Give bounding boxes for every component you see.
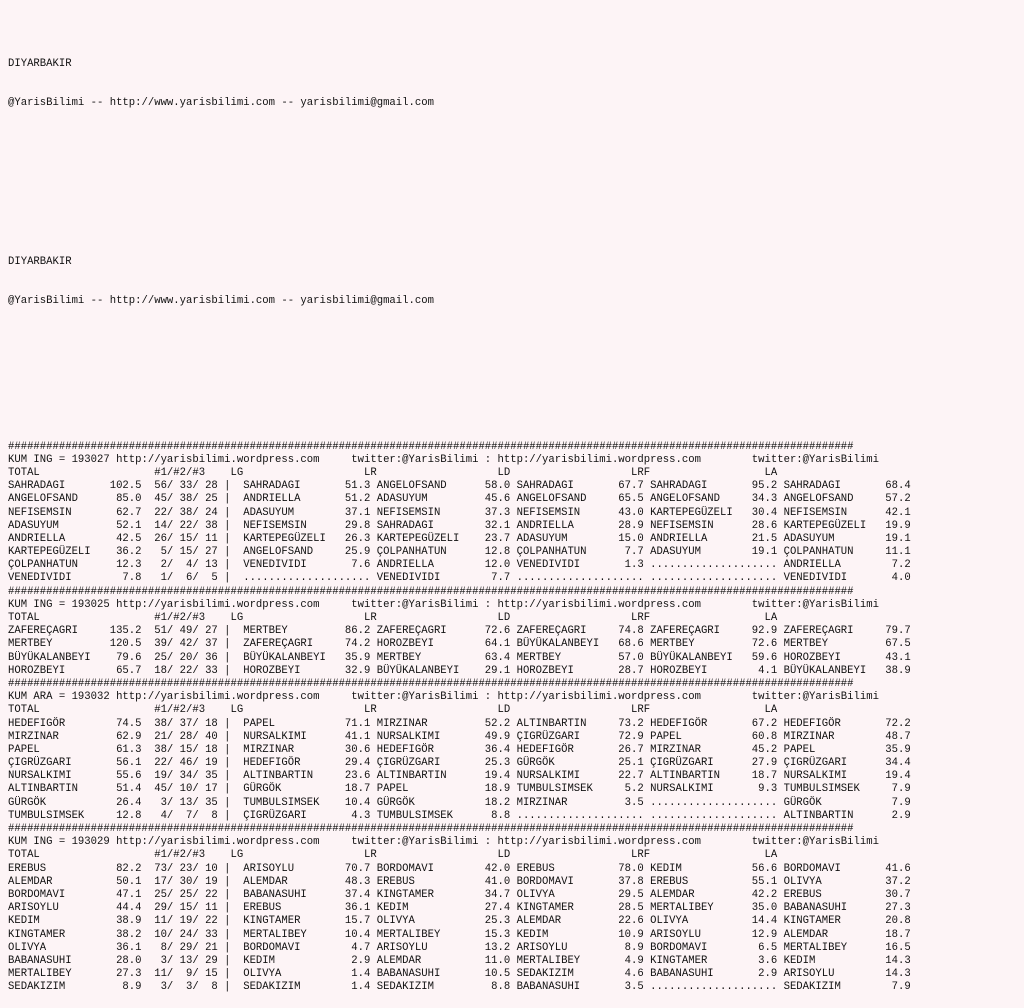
- table-row: ANGELOFSAND 85.0 45/ 38/ 25 | ANDRIELLA 51.2 ADASUYUM 45.6 ANGELOFSAND 65.5 ANGELOFSAND 34.3 ANGELOFSAND 57.2: [8, 493, 911, 506]
- table-row: KARTEPEGÜZELI 36.2 5/ 15/ 27 | ANGELOFSAND 25.9 ÇOLPANHATUN 12.8 ÇOLPANHATUN 7.7 ADASUYUM 19.1 ÇOLPANHATUN 11.1: [8, 546, 911, 559]
- race-section: [8, 823, 1024, 994]
- table-row: ADASUYUM 52.1 14/ 22/ 38 | NEFISEMSIN 29.8 SAHRADAGI 32.1 ANDRIELLA 28.9 NEFISEMSIN 28.6 KARTEPEGÜZELI 19.9: [8, 519, 911, 532]
- table-row: HOROZBEYI 65.7 18/ 22/ 33 | HOROZBEYI 32.9 BÜYÜKALANBEYI 29.1 HOROZBEYI 28.7 HOROZBEYI 4.1 BÜYÜKALANBEYI 38.9: [8, 664, 911, 677]
- table-row: ANDRIELLA 42.5 26/ 15/ 11 | KARTEPEGÜZELI 26.3 KARTEPEGÜZELI 23.7 ADASUYUM 15.0 ANDRIELLA 21.5 ADASUYUM 19.1: [8, 532, 911, 545]
- table-row: ALTINBARTIN 51.4 45/ 10/ 17 | GÜRGÖK 18.7 PAPEL 18.9 TUMBULSIMSEK 5.2 NURSALKIMI 9.3 TUMBULSIMSEK 7.9: [8, 783, 911, 796]
- race-title: KUM ARA = 193032 http://yarisbilimi.wordpress.com twitter:@YarisBilimi : http://yarisbilimi.wordpress.com twitter:@YarisBilimi: [8, 691, 879, 704]
- header-block: [8, 31, 1024, 414]
- table-row: ALEMDAR 50.1 17/ 30/ 19 | ALEMDAR 48.3 EREBUS 41.0 BORDOMAVI 37.8 EREBUS 55.1 OLIVYA 37.2: [8, 875, 911, 888]
- race-section: [8, 586, 1024, 678]
- table-row: BORDOMAVI 47.1 25/ 25/ 22 | BABANASUHI 37.4 KINGTAMER 34.7 OLIVYA 29.5 ALEMDAR 42.2 EREBUS 30.7: [8, 888, 911, 901]
- table-row: VENEDIVIDI 7.8 1/ 6/ 5 | .................... VENEDIVIDI 7.7 .................... .................... VENEDIVIDI 4.0: [8, 572, 911, 585]
- column-header: TOTAL #1/#2/#3 LG LR LD LRF LA: [8, 704, 778, 717]
- header-line: [8, 335, 1024, 348]
- header-line: [8, 137, 1024, 150]
- header-line: [8, 216, 1024, 229]
- table-row: PAPEL 61.3 38/ 15/ 18 | MIRZINAR 30.6 HEDEFIGÖR 36.4 HEDEFIGÖR 26.7 MIRZINAR 45.2 PAPEL 35.9: [8, 743, 911, 756]
- race-title: KUM ING = 193029 http://yarisbilimi.wordpress.com twitter:@YarisBilimi : http://yarisbilimi.wordpress.com twitter:@YarisBilimi: [8, 836, 879, 849]
- header-line: [8, 375, 1024, 388]
- table-row: GÜRGÖK 26.4 3/ 13/ 35 | TUMBULSIMSEK 10.4 GÜRGÖK 18.2 MIRZINAR 3.5 .................... GÜRGÖK 7.9: [8, 796, 911, 809]
- column-header: TOTAL #1/#2/#3 LG LR LD LRF LA: [8, 612, 778, 624]
- header-line: @YarisBilimi -- http://www.yarisbilimi.com -- yarisbilimi@gmail.com: [8, 97, 434, 110]
- race-section: [8, 678, 1024, 823]
- header-line: @YarisBilimi -- http://www.yarisbilimi.com -- yarisbilimi@gmail.com: [8, 295, 434, 308]
- table-row: SAHRADAGI 102.5 56/ 33/ 28 | SAHRADAGI 51.3 ANGELOFSAND 58.0 SAHRADAGI 67.7 SAHRADAGI 95.2 SAHRADAGI 68.4: [8, 480, 911, 493]
- table-row: ZAFEREÇAGRI 135.2 51/ 49/ 27 | MERTBEY 86.2 ZAFEREÇAGRI 72.6 ZAFEREÇAGRI 74.8 ZAFEREÇAGRI 92.9 ZAFEREÇAGRI 79.7: [8, 625, 911, 638]
- table-row: ÇOLPANHATUN 12.3 2/ 4/ 13 | VENEDIVIDI 7.6 ANDRIELLA 12.0 VENEDIVIDI 1.3 .................... ANDRIELLA 7.2: [8, 559, 911, 572]
- table-row: OLIVYA 36.1 8/ 29/ 21 | BORDOMAVI 4.7 ARISOYLU 13.2 ARISOYLU 8.9 BORDOMAVI 6.5 MERTALIBEY 16.5: [8, 941, 911, 954]
- table-row: TUMBULSIMSEK 12.8 4/ 7/ 8 | ÇIGRÜZGARI 4.3 TUMBULSIMSEK 8.8 .................... .................... ALTINBARTIN 2.9: [8, 809, 911, 822]
- table-row: ARISOYLU 44.4 29/ 15/ 11 | EREBUS 36.1 KEDIM 27.4 KINGTAMER 28.5 MERTALIBEY 35.0 BABANASUHI 27.3: [8, 902, 911, 915]
- table-row: NURSALKIMI 55.6 19/ 34/ 35 | ALTINBARTIN 23.6 ALTINBARTIN 19.4 NURSALKIMI 22.7 ALTINBARTIN 18.7 NURSALKIMI 19.4: [8, 770, 911, 783]
- table-row: NEFISEMSIN 62.7 22/ 38/ 24 | ADASUYUM 37.1 NEFISEMSIN 37.3 NEFISEMSIN 43.0 KARTEPEGÜZELI 30.4 NEFISEMSIN 42.1: [8, 506, 911, 519]
- race-tables: [8, 441, 1024, 995]
- table-row: ÇIGRÜZGARI 56.1 22/ 46/ 19 | HEDEFIGÖR 29.4 ÇIGRÜZGARI 25.3 GÜRGÖK 25.1 ÇIGRÜZGARI 27.9 ÇIGRÜZGARI 34.4: [8, 757, 911, 770]
- column-header: TOTAL #1/#2/#3 LG LR LD LRF LA: [8, 466, 778, 479]
- table-row: EREBUS 82.2 73/ 23/ 10 | ARISOYLU 70.7 BORDOMAVI 42.0 EREBUS 78.0 KEDIM 56.6 BORDOMAVI 41.6: [8, 862, 911, 875]
- header-line: DIYARBAKIR: [8, 255, 72, 268]
- table-row: HEDEFIGÖR 74.5 38/ 37/ 18 | PAPEL 71.1 MIRZINAR 52.2 ALTINBARTIN 73.2 HEDEFIGÖR 67.2 HEDEFIGÖR 72.2: [8, 717, 911, 730]
- race-title: KUM ING = 193027 http://yarisbilimi.wordpress.com twitter:@YarisBilimi : http://yarisbilimi.wordpress.com twitter:@YarisBilimi: [8, 453, 879, 466]
- table-row: KEDIM 38.9 11/ 19/ 22 | KINGTAMER 15.7 OLIVYA 25.3 ALEMDAR 22.6 OLIVYA 14.4 KINGTAMER 20.8: [8, 915, 911, 928]
- header-line: [8, 177, 1024, 190]
- separator-line: #####################################################################################################################################: [8, 440, 854, 453]
- table-row: BÜYÜKALANBEYI 79.6 25/ 20/ 36 | BÜYÜKALANBEYI 35.9 MERTBEY 63.4 MERTBEY 57.0 BÜYÜKALANBEYI 59.6 HOROZBEYI 43.1: [8, 651, 911, 664]
- separator-line: #####################################################################################################################################: [8, 585, 854, 598]
- table-row: KINGTAMER 38.2 10/ 24/ 33 | MERTALIBEY 10.4 MERTALIBEY 15.3 KEDIM 10.9 ARISOYLU 12.9 ALEMDAR 18.7: [8, 928, 911, 941]
- table-row: SEDAKIZIM 8.9 3/ 3/ 8 | SEDAKIZIM 1.4 SEDAKIZIM 8.8 BABANASUHI 3.5 .................... SEDAKIZIM 7.9: [8, 981, 911, 994]
- column-header: TOTAL #1/#2/#3 LG LR LD LRF LA: [8, 849, 778, 862]
- header-line: DIYARBAKIR: [8, 57, 72, 70]
- table-row: MERTALIBEY 27.3 11/ 9/ 15 | OLIVYA 1.4 BABANASUHI 10.5 SEDAKIZIM 4.6 BABANASUHI 2.9 ARISOYLU 14.3: [8, 968, 911, 981]
- table-row: MIRZINAR 62.9 21/ 28/ 40 | NURSALKIMI 41.1 NURSALKIMI 49.9 ÇIGRÜZGARI 72.9 PAPEL 60.8 MIRZINAR 48.7: [8, 730, 911, 743]
- race-title: KUM ING = 193025 http://yarisbilimi.wordpress.com twitter:@YarisBilimi : http://yarisbilimi.wordpress.com twitter:@YarisBilimi: [8, 598, 879, 611]
- race-section: [8, 441, 1024, 586]
- table-row: MERTBEY 120.5 39/ 42/ 37 | ZAFEREÇAGRI 74.2 HOROZBEYI 64.1 BÜYÜKALANBEYI 68.6 MERTBEY 72.6 MERTBEY 67.5: [8, 638, 911, 651]
- table-row: BABANASUHI 28.0 3/ 13/ 29 | KEDIM 2.9 ALEMDAR 11.0 MERTALIBEY 4.9 KINGTAMER 3.6 KEDIM 14.3: [8, 954, 911, 967]
- separator-line: #####################################################################################################################################: [8, 823, 854, 835]
- separator-line: #####################################################################################################################################: [8, 677, 854, 690]
